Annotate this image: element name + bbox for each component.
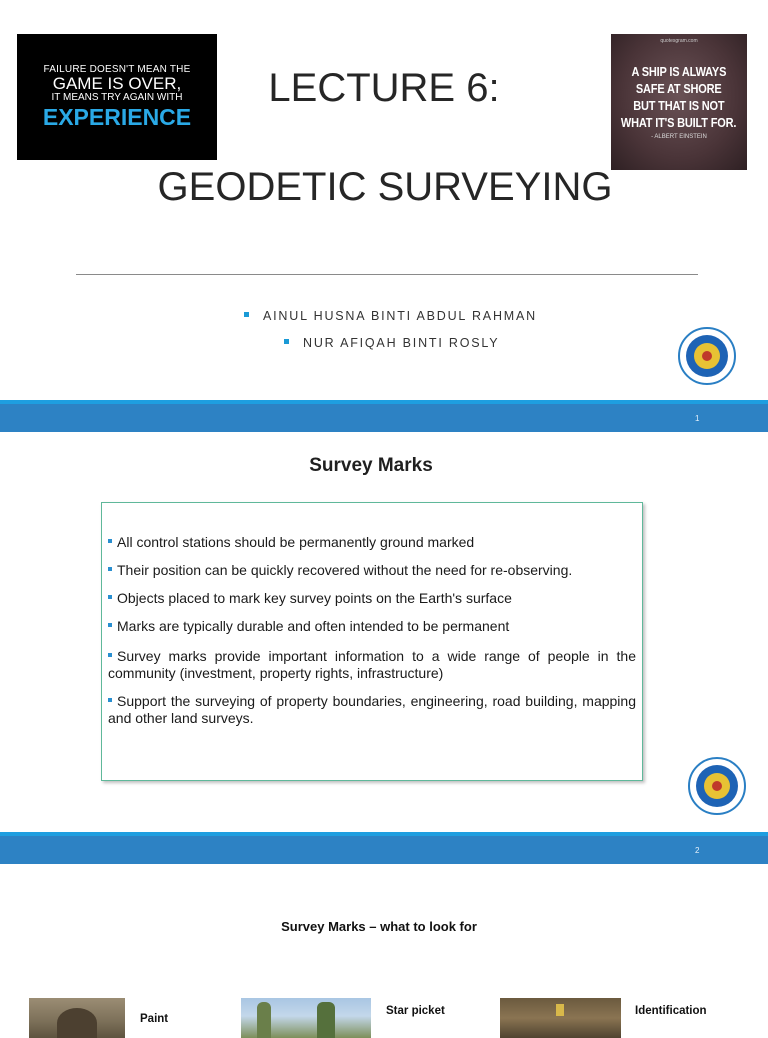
bullet-square-icon bbox=[108, 653, 112, 657]
photo-caption: Identification bbox=[635, 1005, 707, 1017]
list-item-text: Survey marks provide important information to a wide range of people in the community (investment, property rights, infrastructure) bbox=[108, 648, 636, 681]
quote-right-line-4: WHAT IT'S BUILT FOR. bbox=[621, 115, 737, 130]
author-name: NUR AFIQAH BINTI ROSLY bbox=[303, 336, 500, 350]
identification-photo bbox=[500, 998, 621, 1038]
quote-left-line-4: EXPERIENCE bbox=[42, 104, 192, 131]
footer-band bbox=[0, 400, 768, 432]
list-item-text: Support the surveying of property boundaries, engineering, road building, mapping and other land surveys. bbox=[108, 693, 636, 726]
lecture-title: LECTURE 6: bbox=[268, 66, 500, 110]
quote-right-site: quotesgram.com bbox=[660, 38, 698, 44]
slide-heading: Survey Marks – what to look for bbox=[281, 919, 477, 934]
author-item-2 bbox=[284, 336, 499, 350]
slide-heading: Survey Marks bbox=[309, 455, 433, 476]
quote-left-line-1: FAILURE DOESN'T MEAN THE bbox=[43, 63, 191, 75]
list-item bbox=[108, 648, 636, 682]
list-item-text: Objects placed to mark key survey points on the Earth's surface bbox=[117, 590, 512, 606]
quote-left-line-2: GAME IS OVER, bbox=[52, 74, 182, 93]
list-item bbox=[108, 618, 636, 635]
quote-right-author: - ALBERT EINSTEIN bbox=[651, 133, 707, 140]
star-picket-photo bbox=[241, 998, 371, 1038]
list-item-text: Their position can be quickly recovered without the need for re-observing. bbox=[117, 562, 573, 578]
title-divider bbox=[76, 274, 698, 275]
bullet-square-icon bbox=[108, 698, 112, 702]
quote-right-line-2: SAFE AT SHORE bbox=[636, 82, 722, 97]
bullet-square-icon bbox=[108, 539, 112, 543]
bullet-square-icon bbox=[108, 623, 112, 627]
list-item bbox=[108, 590, 636, 607]
footer-band bbox=[0, 832, 768, 864]
list-item bbox=[108, 562, 636, 579]
photo-caption: Star picket bbox=[386, 1005, 445, 1017]
list-item-text: Marks are typically durable and often intended to be permanent bbox=[117, 618, 510, 634]
bullet-square-icon bbox=[244, 312, 249, 317]
photo-caption: Paint bbox=[140, 1013, 169, 1025]
university-seal-logo bbox=[678, 327, 736, 385]
bullet-square-icon bbox=[108, 567, 112, 571]
bullet-list-box bbox=[101, 502, 643, 781]
page-number: 1 bbox=[695, 414, 700, 423]
university-seal-logo bbox=[688, 757, 746, 815]
paint-mark-photo bbox=[29, 998, 125, 1038]
quote-left-line-3: IT MEANS TRY AGAIN WITH bbox=[51, 91, 183, 103]
quote-right-line-3: BUT THAT IS NOT bbox=[633, 99, 725, 113]
list-item bbox=[108, 693, 636, 727]
page-number: 2 bbox=[695, 846, 700, 855]
author-name: AINUL HUSNA BINTI ABDUL RAHMAN bbox=[263, 309, 537, 323]
quote-right-line-1: A SHIP IS ALWAYS bbox=[631, 65, 727, 80]
list-item-text: All control stations should be permanently ground marked bbox=[117, 534, 475, 550]
list-item bbox=[108, 534, 636, 551]
lecture-subtitle: GEODETIC SURVEYING bbox=[157, 165, 613, 209]
motivational-quote-image-right bbox=[611, 34, 747, 170]
author-item-1 bbox=[244, 309, 537, 323]
bullet-square-icon bbox=[108, 595, 112, 599]
bullet-square-icon bbox=[284, 339, 289, 344]
slide-1 bbox=[0, 0, 768, 432]
